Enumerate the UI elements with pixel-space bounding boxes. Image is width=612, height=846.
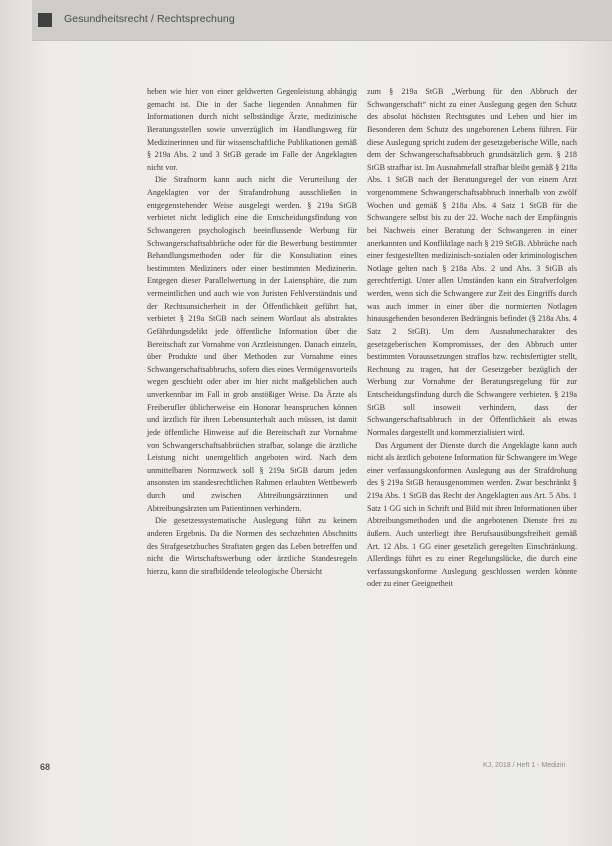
paragraph: Die gesetzessystematische Auslegung führt zu keinem anderen Ergebnis. Da die Normen des sechzehnten Abschnitts des Strafgesetzbuches Straftaten gegen das Leben betreffen und nicht die Wirtschaftswerbung oder ärztliche Standesregeln hierzu, kann die strafbildende teleologische Übersicht <box>147 516 357 576</box>
paragraph: Das Argument der Dienste durch die Angeklagte kann auch nicht als ärztlich gebotene Information für Schwangere im Wege einer verfassungskonformen Auslegung aus der Strafdrohung des § 219a StGB herausgenommen werden. Zwar beschränkt § 219a Abs. 1 StGB das Recht der Angeklagten aus Art. 5 Abs. 1 Satz 1 GG sich in Schrift und Bild mit ihren Informationen über Abtreibungsmethoden und die angebotenen Dienste frei zu äußern. Auch unterliegt ihre Berufsausübungsfreiheit gemäß Art. 12 Abs. 1 GG einer gesetzlich geregelten Einschränkung. Allerdings führt es zu einer Regelungslücke, die durch eine verfassungskonforme Auslegung geschlossen werden könnte oder zu einer Geeignetheit <box>367 440 577 589</box>
header-marker-square <box>38 13 52 27</box>
text-column-left <box>147 86 357 578</box>
header-section-title: Gesundheitsrecht / Rechtsprechung <box>64 13 235 25</box>
journal-info: KJ, 2018 / Heft 1 - Medizin <box>483 762 566 769</box>
page-number: 68 <box>40 762 51 772</box>
paragraph: heben wie hier von einer geldwerten Gegenleistung abhängig gemacht ist. Die in der Sache liegenden Annahmen für Informationen durch nicht selbständige Ärzte, medizinische Beratungsstellen sowie unverzüglich im Handlungsweg für Medizinerinnen und für wissenschaftliche Publikationen gemäß § 219a Abs. 2 und 3 StGB gerade im Falle der Angeklagten nicht vor. <box>147 87 357 172</box>
text-column-right <box>367 86 577 591</box>
paragraph: zum § 219a StGB „Werbung für den Abbruch der Schwangerschaft“ nicht zu einer Auslegung gegen den Schutz des absolut höchsten Rechtsgutes und Leben und hier im Besonderen dem Schutz des ungeborenen Lebens führen. Für diese Auslegung spricht zudem der gesetzgeberische Wille, nach dem der Schwangerschaftsabbruch grundsätzlich gem. § 218 StGB strafbar ist. Im Ausnahmefall strafbar bleibt gemäß § 218a Abs. 1 StGB nach der Beratungsregel der von einem Arzt vorgenommene Schwangerschaftsabbruch innerhalb von zwölf Wochen und gemäß § 218a Abs. 4 Satz 1 StGB für die Schwangere selbst bis zu der 22. Woche nach der Empfängnis bei Nachweis einer Beratung der Schwangeren in einer anerkannten und Konfliktlage nach § 219 StGB. Abbrüche nach einer festgestellten medizinisch-sozialen oder kriminologischen Notlage gelten nach § 218a Abs. 2 und Abs. 3 StGB als gerechtfertigt. Unter allen Umständen kann ein Strafverfolgen werden, wenn sich die Schwangere zur Zeit des Eingriffs durch was auch immer in einer über die normierten Notlagen hinausgehenden besonderen Bedrängnis befindet (§ 218a Abs. 4 Satz 2 StGB). Um dem Ausnahmecharakter des gesetzgeberischen Kompromisses, der den Abbruch unter bestimmten Voraussetzungen straflos bzw. rechtsfertigter stellt, Rechnung zu tragen, hat der Gesetzgeber bezüglich der Werbung zur Vornahme der Beratungsregelung für zur Entscheidungsfindung durch die Schwangere verbieten. § 219a StGB soll insoweit verhindern, dass der Schwangerschaftsabbruch in der Öffentlichkeit als etwas Normales dargestellt und kommerzialisiert wird. <box>367 87 577 437</box>
paragraph: Die Strafnorm kann auch nicht die Verurteilung der Angeklagten vor der Strafandrohung ausschließen in entgegenstehender Weise ausgelegt werden. § 219a StGB verbietet nicht lediglich eine die Entscheidungsfindung von Schwangeren psychologisch beeinflussende Werbung für Schwangerschaftsabbrüche oder für die Bewerbung bestimmter Behandlungsmethoden oder für die Konsultation eines bestimmten Mediziners oder einer bestimmten Medizinerin. Entgegen dieser Parallelwertung in der Laiensphäre, die zum vermeintlichen und auch wie von Juristen Fehlverständnis und der Rechtsunsicherheit in der Öffentlichkeit geführt hat, verbietet § 219a StGB nach seinem Wortlaut als abstraktes Gefährdungsdelikt jede öffentliche Information über die Bereitschaft zur Vornahme von Arztleistungen. Danach einzeln, über Produkte und über Methoden zur Vornahme eines Schwangerschaftsabbruchs, sofern dies eines Vermögensvorteils wegen geschieht oder aber im hier nicht maßgeblichen auch unverkennbar im Fall in grob anstößiger Weise. Da Ärzte als Freiberufler üblicherweise ein Honorar beanspruchen können und ärztlich für ihren Lebensunterhalt auch müssen, ist damit jede öffentliche Hinweise auf die Bereitschaft zur Vornahme von Schwangerschaftsabbrüchen strafbar, solange die ärztliche Leistung nicht unentgeltlich angeboten wird. Nach dem unmittelbaren Normzweck soll § 219a StGB darum jeden ansonsten im standesrechtlichen Rahmen erlaubten Wettbewerb durch und zwischen Abtreibungsärztinnen und Abtreibungsärzten um Patientinnen verhindern. <box>147 175 357 513</box>
